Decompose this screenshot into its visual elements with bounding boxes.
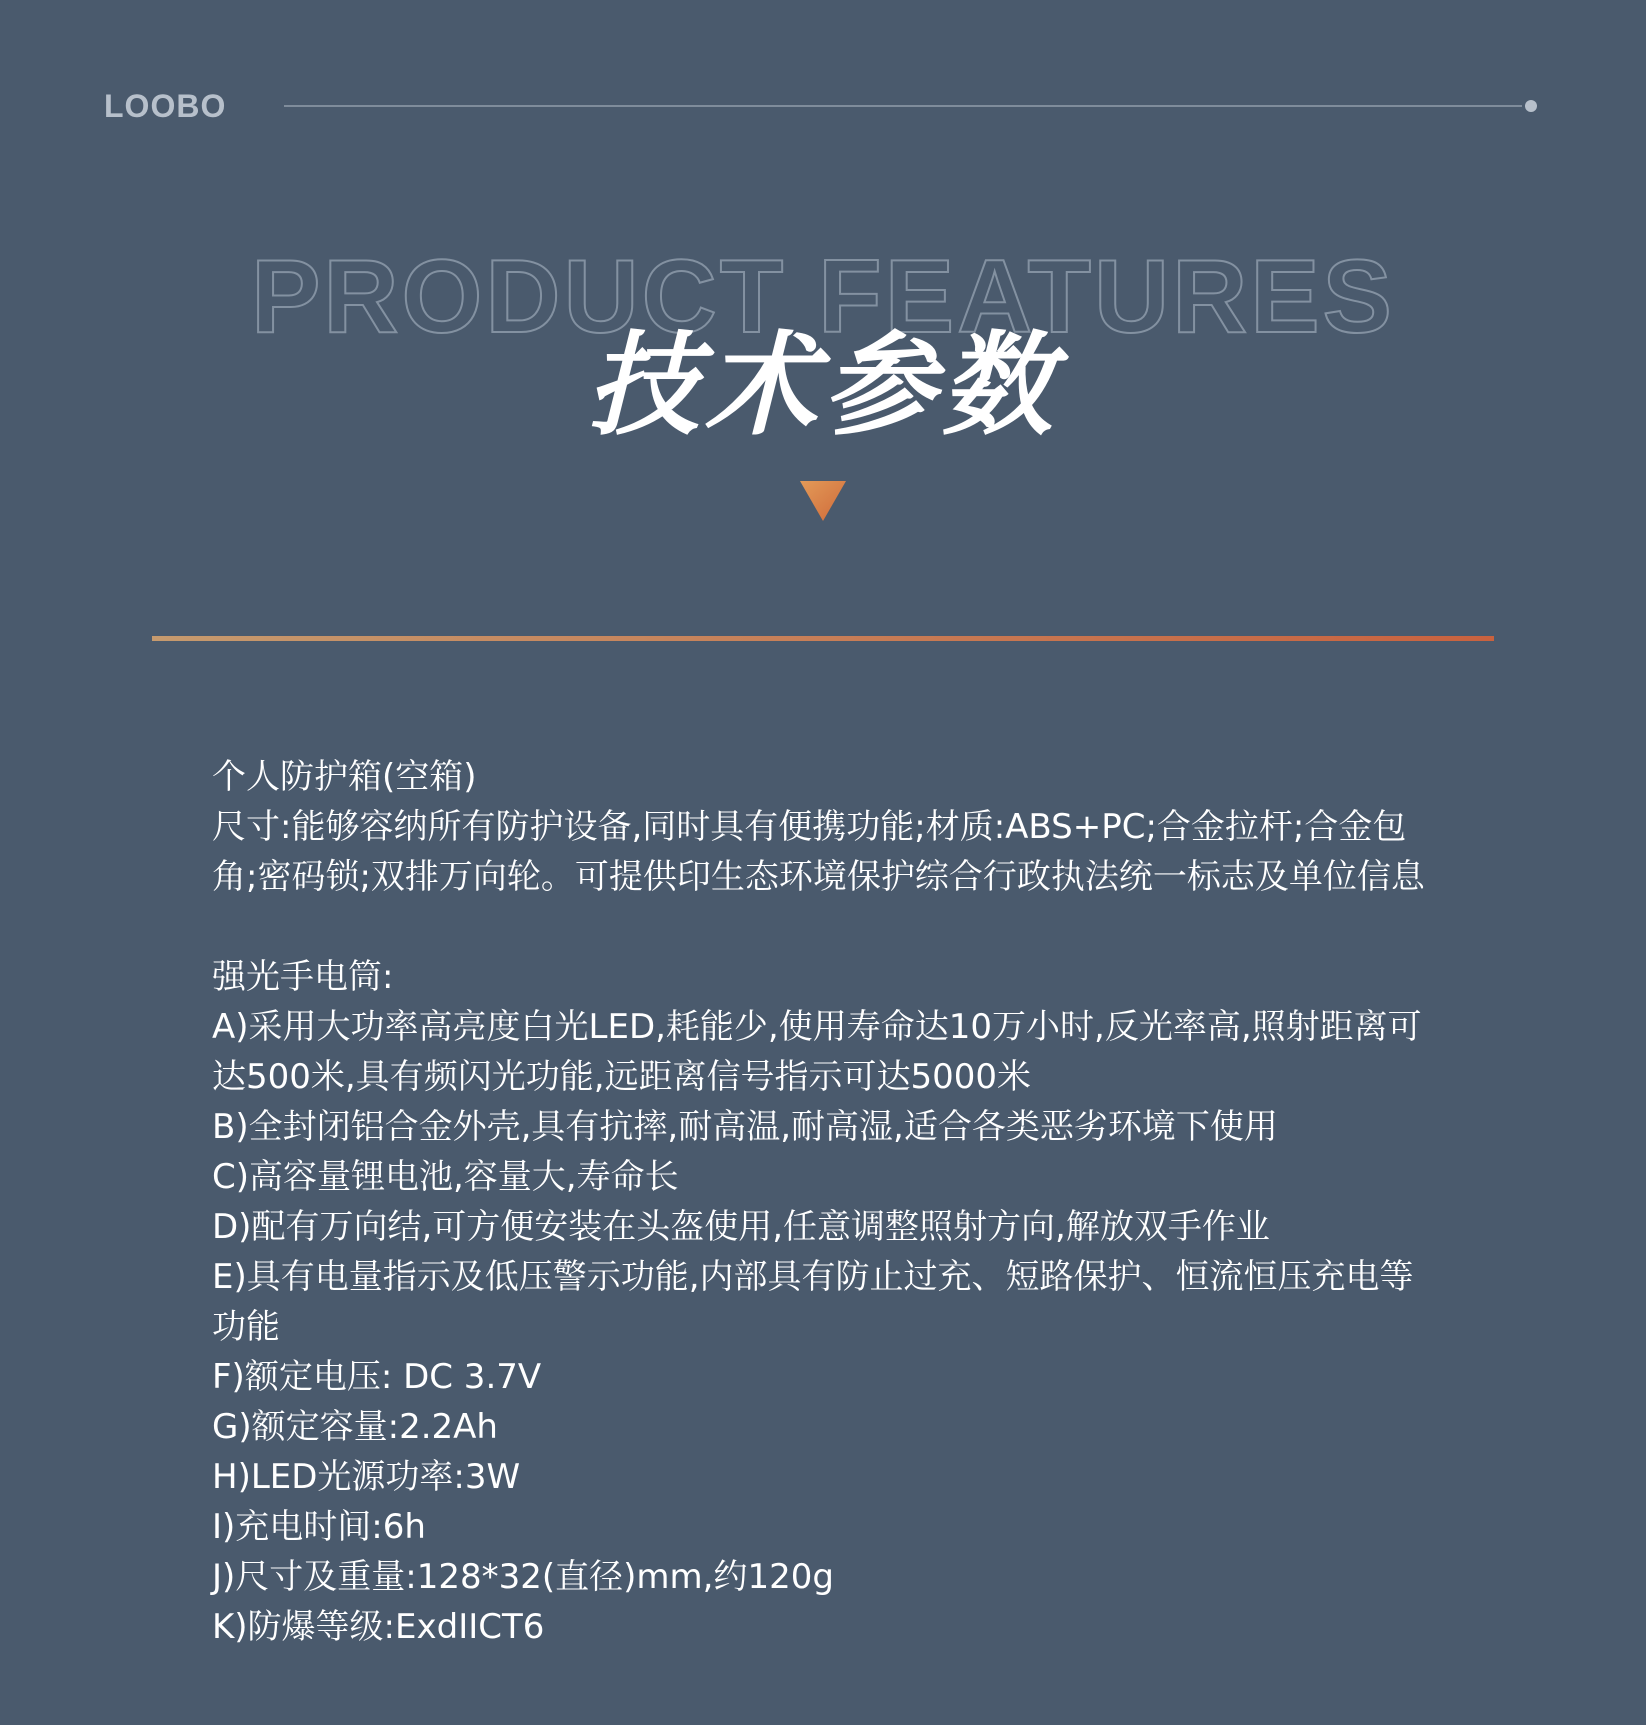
spec-line: G)额定容量:2.2Ah [212, 1407, 498, 1447]
spec-line: B)全封闭铝合金外壳,具有抗摔,耐高温,耐高湿,适合各类恶劣环境下使用 [212, 1107, 1278, 1147]
header-divider [284, 105, 1522, 107]
spec-line: A)采用大功率高亮度白光LED,耗能少,使用寿命达10万小时,反光率高,照射距离可达500米,具有频闪光功能,远距离信号指示可达5000米 [212, 1007, 1422, 1097]
spec-line: C)高容量锂电池,容量大,寿命长 [212, 1157, 679, 1197]
header-dot [1525, 100, 1537, 112]
section-title: 个人防护箱(空箱) [212, 757, 477, 797]
spec-line: H)LED光源功率:3W [212, 1457, 521, 1497]
spec-content [212, 752, 1442, 1652]
spec-line: I)充电时间:6h [212, 1507, 426, 1547]
accent-divider [152, 636, 1494, 641]
page-title: 技术参数 [587, 321, 1059, 451]
spec-line: 尺寸:能够容纳所有防护设备,同时具有便携功能;材质:ABS+PC;合金拉杆;合金包角;密码锁;双排万向轮。可提供印生态环境保护综合行政执法统一标志及单位信息 [212, 807, 1425, 897]
spec-section-flashlight [212, 952, 1442, 1652]
section-gap [212, 902, 1442, 952]
section-title: 强光手电筒: [212, 957, 394, 997]
background-title: PRODUCT FEATURES [251, 239, 1395, 355]
spec-line: K)防爆等级:ExdIICT6 [212, 1607, 545, 1647]
spec-section-case [212, 752, 1442, 902]
down-triangle-icon [800, 481, 846, 521]
spec-line: F)额定电压: DC 3.7V [212, 1357, 542, 1397]
spec-line: E)具有电量指示及低压警示功能,内部具有防止过充、短路保护、恒流恒压充电等功能 [212, 1257, 1414, 1347]
spec-line: J)尺寸及重量:128*32(直径)mm,约120g [212, 1557, 834, 1597]
spec-line: D)配有万向结,可方便安装在头盔使用,任意调整照射方向,解放双手作业 [212, 1207, 1270, 1247]
brand-logo: LOOBO [104, 88, 227, 124]
